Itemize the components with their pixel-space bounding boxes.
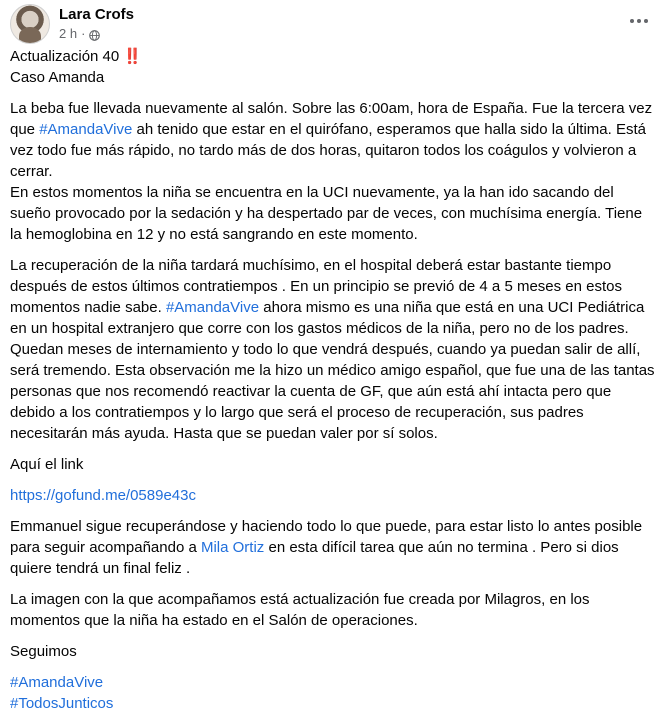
paragraph-2 [10,255,655,444]
double-exclamation-icon: ‼️ [123,48,142,65]
author-name[interactable]: Lara Crofs [59,6,135,23]
post-subline [59,26,134,42]
hashtag-list [10,672,655,714]
paragraph-1-text-b: ah tenido que estar en el quirófano, esperamos que halla sido la última. Está vez todo fue más rápido, no tardo más de dos horas, quitaron todos los coágulos y volvieron a cerrar. [10,121,646,180]
paragraph-6: Seguimos [10,643,77,660]
post-time[interactable]: 2 h [59,26,78,41]
heading-title: Actualización 40 [10,48,120,65]
paragraph-2-text-b: ahora mismo es una niña que está en una UCI Pediátrica en un hospital extranjero que corre con los gastos médicos de la niña, pero no de los padres. Quedan meses de internamiento y todo lo que vendrá después, cuando ya puedan salir de allí, será tremendo. Esta observación me la hizo un médico amigo español, que fue una de las tantas personas que nos recomendó reactivar la cuenta de GF, que aún está ahí intacta pero que debido a los contratiempos y lo largo que será el proceso de recuperación, sus padres necesitarán más ayuda. Hasta que se puedan valer por sí solos. [10,299,655,442]
post-meta [59,6,134,42]
paragraph-4-text-a: Emmanuel sigue recuperándose y haciendo todo lo que puede, para estar listo lo antes posible para seguir acompañando a [10,518,643,556]
gofundme-link-paragraph [10,485,655,506]
paragraph-4 [10,516,655,579]
paragraph-5: La imagen con la que acompañamos está actualización fue creada por Milagros, en los momentos que la niña ha estado en el Salón de operaciones. [10,591,590,629]
globe-icon[interactable] [89,29,100,40]
post-header [10,4,134,44]
paragraph-1-text-c: En estos momentos la niña se encuentra en la UCI nuevamente, ya la han ido sacando del sueño provocado por la sedación y ha despertado par de veces, con muchísima energía. Tiene la hemoglobina en 12 y no está sangrando en este momento. [10,184,643,243]
more-options-button[interactable] [627,8,651,32]
heading-case: Caso Amanda [10,69,105,86]
post-body [10,46,655,714]
hashtag-link[interactable]: #AmandaVive [165,299,260,316]
hashtag-link[interactable]: #AmandaVive [39,121,133,138]
hashtag-link[interactable]: #AmandaVive [10,674,104,691]
post-heading [10,46,655,88]
paragraph-2-text-a: La recuperación de la niña tardará muchísimo, en el hospital deberá estar bastante tiempo después de estos últimos contratiempos . En un principio se previó de 4 a 5 meses en estos momentos nadie sabe. [10,257,623,316]
paragraph-1-text-a: La beba fue llevada nuevamente al salón. Sobre las 6:00am, hora de España. Fue la tercera vez que [10,100,653,138]
paragraph-1 [10,98,655,245]
paragraph-4-text-b: en esta difícil tarea que aún no termina . Pero si dios quiere tendrá un final feliz . [10,539,619,577]
paragraph-3: Aquí el link [10,456,84,473]
avatar[interactable] [10,4,50,44]
mention-link[interactable]: Mila Ortiz [200,539,265,556]
gofundme-link[interactable]: https://gofund.me/0589e43c [10,487,196,504]
hashtag-link[interactable]: #TodosJunticos [10,695,114,712]
separator-dot: · [81,26,86,41]
more-horizontal-icon [629,11,649,29]
